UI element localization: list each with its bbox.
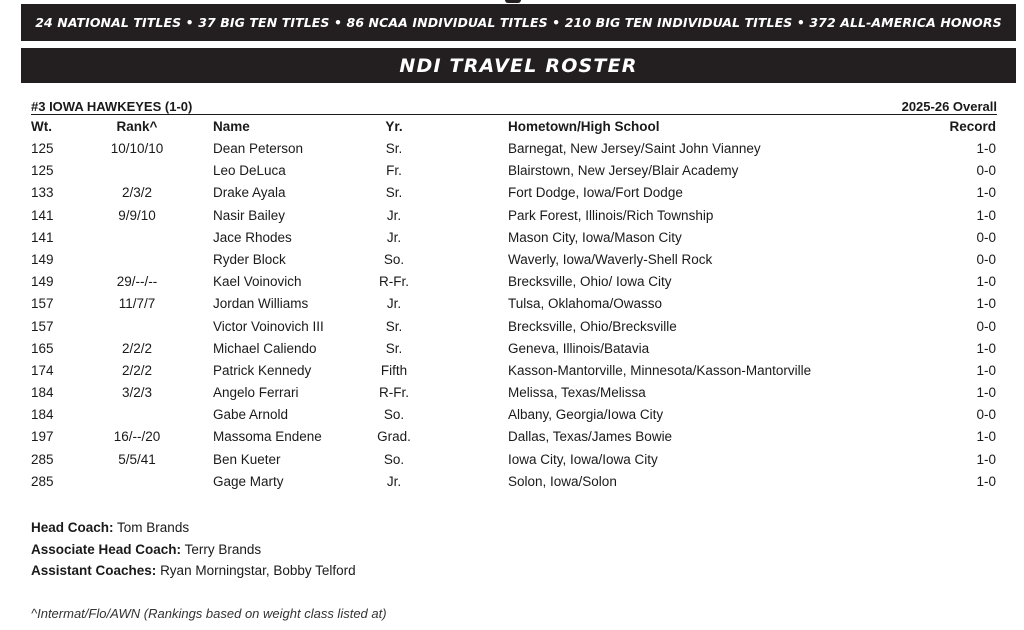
year-cell: Sr. [385,318,403,334]
name-cell: Drake Ayala [213,185,286,201]
year-cell: So. [383,451,405,467]
assistant-coaches-line [31,560,356,582]
hometown-cell: Melissa, Texas/Melissa [508,385,646,401]
header-record: Record [949,119,996,134]
roster-row [0,230,1024,252]
honors-banner [21,4,1016,41]
rank-cell: 9/9/10 [118,207,156,223]
year-cell: Jr. [386,296,402,312]
weight-cell: 157 [31,296,54,312]
header-hometown: Hometown/High School [508,119,660,134]
hometown-cell: Geneva, Illinois/Batavia [508,340,650,356]
weight-cell: 125 [31,163,54,179]
coach-label: Head Coach: [31,520,114,535]
name-cell: Leo DeLuca [213,163,286,179]
name-cell: Ryder Block [213,251,286,267]
name-cell: Patrick Kennedy [213,362,312,378]
record-cell: 1-0 [976,141,996,156]
rank-cell: 5/5/41 [118,451,156,467]
hometown-cell: Dallas, Texas/James Bowie [508,429,673,445]
year-cell: R-Fr. [379,385,409,401]
weight-cell: 141 [31,229,54,245]
name-cell: Gage Marty [213,473,284,489]
rank-cell: 11/7/7 [118,296,156,312]
roster-row [0,385,1024,407]
name-cell: Kael Voinovich [213,274,302,290]
weight-cell: 285 [31,451,54,467]
rankings-footnote: ^Intermat/Flo/AWN (Rankings based on weight class listed at) [31,606,387,621]
coach-value: Tom Brands [117,520,190,535]
year-cell: So. [383,251,405,267]
name-cell: Jace Rhodes [213,229,292,245]
team-name: #3 IOWA HAWKEYES (1-0) [31,99,193,114]
hometown-cell: Park Forest, Illinois/Rich Township [508,207,714,223]
roster-row [0,363,1024,385]
roster-title-banner [21,48,1016,83]
hometown-cell: Brecksville, Ohio/Brecksville [508,318,677,334]
roster-row [0,474,1024,496]
weight-cell: 285 [31,473,54,489]
rank-cell: 2/2/2 [121,362,153,378]
header-weight: Wt. [31,119,52,134]
hometown-cell: Blairstown, New Jersey/Blair Academy [508,163,739,179]
roster-table [0,141,1024,496]
weight-cell: 184 [31,407,54,423]
year-cell: So. [383,407,405,423]
weight-cell: 141 [31,207,54,223]
hometown-cell: Albany, Georgia/Iowa City [508,407,664,423]
hometown-cell: Waverly, Iowa/Waverly-Shell Rock [508,251,713,267]
table-header [0,119,1024,137]
hometown-cell: Iowa City, Iowa/Iowa City [508,451,658,467]
name-cell: Gabe Arnold [213,407,289,423]
associate-head-coach-line [31,539,356,561]
roster-row [0,141,1024,163]
season-label: 2025-26 Overall [901,99,997,114]
record-cell: 0-0 [976,407,996,423]
year-cell: Fr. [386,163,402,179]
weight-cell: 149 [31,251,54,267]
header-year: Yr. [385,119,403,134]
roster-row [0,296,1024,318]
roster-row [0,163,1024,185]
hometown-cell: Tulsa, Oklahoma/Owasso [508,296,663,312]
record-cell: 1-0 [976,340,996,356]
weight-cell: 157 [31,318,54,334]
roster-row [0,407,1024,429]
hometown-cell: Brecksville, Ohio/ Iowa City [508,274,672,290]
coach-value: Ryan Morningstar, Bobby Telford [160,563,356,578]
roster-row [0,452,1024,474]
roster-row [0,208,1024,230]
rank-cell: 2/3/2 [121,185,153,201]
weight-cell: 149 [31,274,54,290]
name-cell: Michael Caliendo [213,340,317,356]
record-cell: 1-0 [976,473,996,489]
record-cell: 1-0 [976,296,996,312]
weight-cell: 197 [31,429,54,445]
year-cell: Fifth [380,362,408,378]
roster-row [0,274,1024,296]
record-cell: 0-0 [976,229,996,245]
record-cell: 0-0 [976,318,996,334]
head-coach-line [31,517,356,539]
record-cell: 1-0 [976,362,996,378]
year-cell: Jr. [386,473,402,489]
name-cell: Victor Voinovich III [213,318,324,334]
name-cell: Jordan Williams [213,296,309,312]
coach-label: Assistant Coaches: [31,563,157,578]
weight-cell: 174 [31,362,54,378]
rank-cell: 3/2/3 [121,385,153,401]
hometown-cell: Kasson-Mantorville, Minnesota/Kasson-Mantorville [508,362,812,378]
record-cell: 0-0 [976,251,996,267]
name-cell: Angelo Ferrari [213,385,299,401]
roster-row [0,252,1024,274]
record-cell: 1-0 [976,207,996,223]
record-cell: 1-0 [976,429,996,445]
header-rank: Rank^ [116,119,158,134]
year-cell: R-Fr. [379,274,409,290]
rank-cell: 10/10/10 [110,141,164,156]
hometown-cell: Solon, Iowa/Solon [508,473,617,489]
rank-cell: 16/--/20 [113,429,161,445]
hometown-cell: Fort Dodge, Iowa/Fort Dodge [508,185,683,201]
roster-title: NDI TRAVEL ROSTER [399,54,638,77]
coach-value: Terry Brands [184,541,262,557]
name-cell: Ben Kueter [213,451,281,467]
year-cell: Sr. [385,340,403,356]
record-cell: 1-0 [976,274,996,290]
hometown-cell: Mason City, Iowa/Mason City [508,229,682,245]
hometown-cell: Barnegat, New Jersey/Saint John Vianney [508,141,761,156]
weight-cell: 125 [31,141,54,156]
record-cell: 1-0 [976,385,996,401]
header-name: Name [213,119,250,134]
record-cell: 0-0 [976,163,996,179]
name-cell: Dean Peterson [213,141,304,156]
weight-cell: 165 [31,340,54,356]
rank-cell: 2/2/2 [121,340,153,356]
name-cell: Nasir Bailey [213,207,286,223]
coaching-staff [31,517,356,582]
team-header [31,96,997,115]
honors-text: 24 NATIONAL TITLES • 37 BIG TEN TITLES • 86 NCAA INDIVIDUAL TITLES • 210 BIG TEN INDIVIDUAL TITLES • 372 ALL-AMERICA HONORS [35,15,1002,30]
roster-row [0,319,1024,341]
year-cell: Grad. [377,429,411,445]
year-cell: Jr. [386,207,402,223]
roster-row [0,341,1024,363]
roster-row [0,429,1024,451]
record-cell: 1-0 [976,451,996,467]
record-cell: 1-0 [976,185,996,201]
weight-cell: 133 [31,185,54,201]
coach-label: Associate Head Coach: [31,541,182,557]
weight-cell: 184 [31,385,54,401]
rank-cell: 29/--/-- [116,274,158,290]
year-cell: Sr. [385,185,403,201]
year-cell: Jr. [386,229,402,245]
roster-row [0,185,1024,207]
top-edge-mark [505,0,521,3]
year-cell: Sr. [385,141,403,156]
name-cell: Massoma Endene [213,429,322,445]
